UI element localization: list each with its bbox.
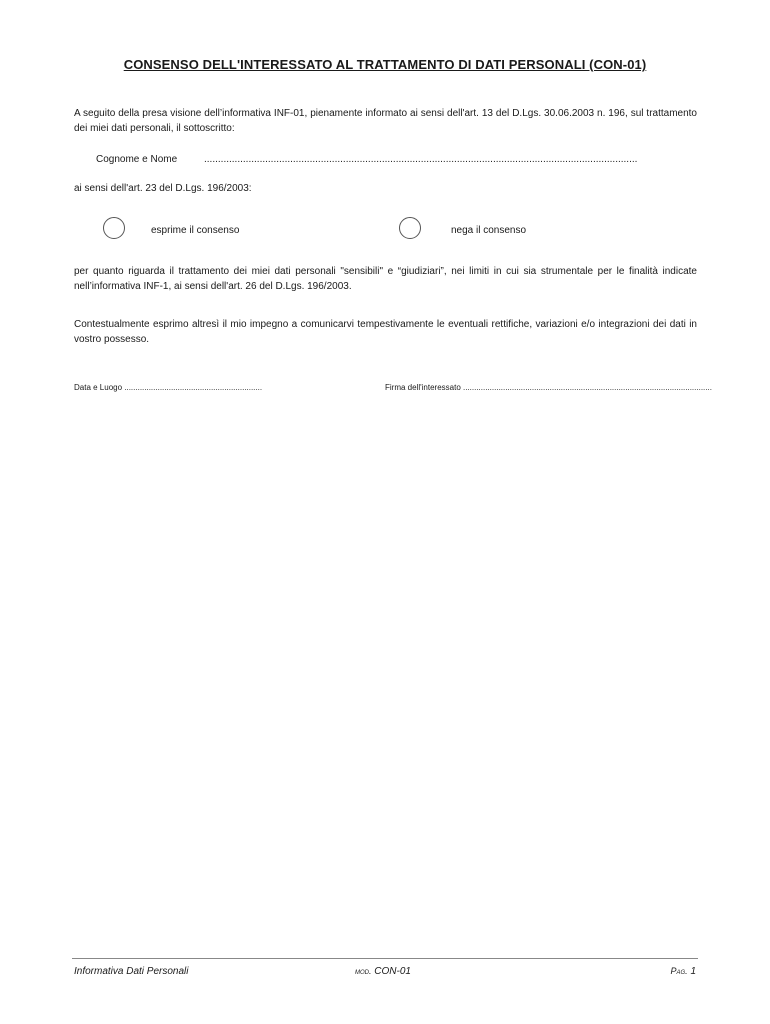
signature-field[interactable]: Firma dell'interessato ................................................................................................................ [385, 383, 712, 392]
deny-label: nega il consenso [451, 225, 527, 236]
footer-page-number [670, 966, 696, 977]
footer-module-number: CON-01 [374, 966, 411, 977]
footer-doc-title: Informativa Dati Personali [74, 966, 189, 977]
sensitive-data-paragraph: per quanto riguarda il trattamento dei miei dati personali "sensibili" e “giudiziari”, nei limiti in cui sia strumentale per le finalità indicate nell’informativa INF-1, ai sensi dell'art. 26 del D.Lgs. 196/2003. [74, 266, 697, 292]
intro-paragraph: A seguito della presa visione dell’informativa INF-01, pienamente informato ai sensi dell'art. 13 del D.Lgs. 30.06.2003 n. 196, sul trattamento dei miei dati personali, il sottoscritto: [74, 108, 697, 134]
footer-page-prefix: Pag. [670, 966, 688, 976]
footer-module-prefix: mod. [355, 966, 372, 976]
consent-radio[interactable] [103, 217, 125, 239]
footer-module-code [355, 966, 411, 977]
date-place-field[interactable]: Data e Luogo .............................................................. [74, 383, 263, 392]
deny-radio[interactable] [399, 217, 421, 239]
name-field-line[interactable]: ............................................................................................................................................................ [204, 154, 638, 165]
document-title: CONSENSO DELL'INTERESSATO AL TRATTAMENTO DI DATI PERSONALI (CON-01) [123, 57, 647, 72]
commitment-paragraph: Contestualmente esprimo altresì il mio impegno a comunicarvi tempestivamente le eventuali rettifiche, variazioni e/o integrazioni dei dati in vostro possesso. [74, 319, 697, 345]
name-field-label: Cognome e Nome [96, 154, 178, 165]
legal-basis-text: ai sensi dell'art. 23 del D.Lgs. 196/2003: [74, 183, 252, 194]
name-field-row[interactable] [96, 154, 637, 165]
footer-page-value: 1 [690, 966, 696, 977]
consent-label: esprime il consenso [151, 225, 240, 236]
footer-divider [72, 958, 698, 959]
